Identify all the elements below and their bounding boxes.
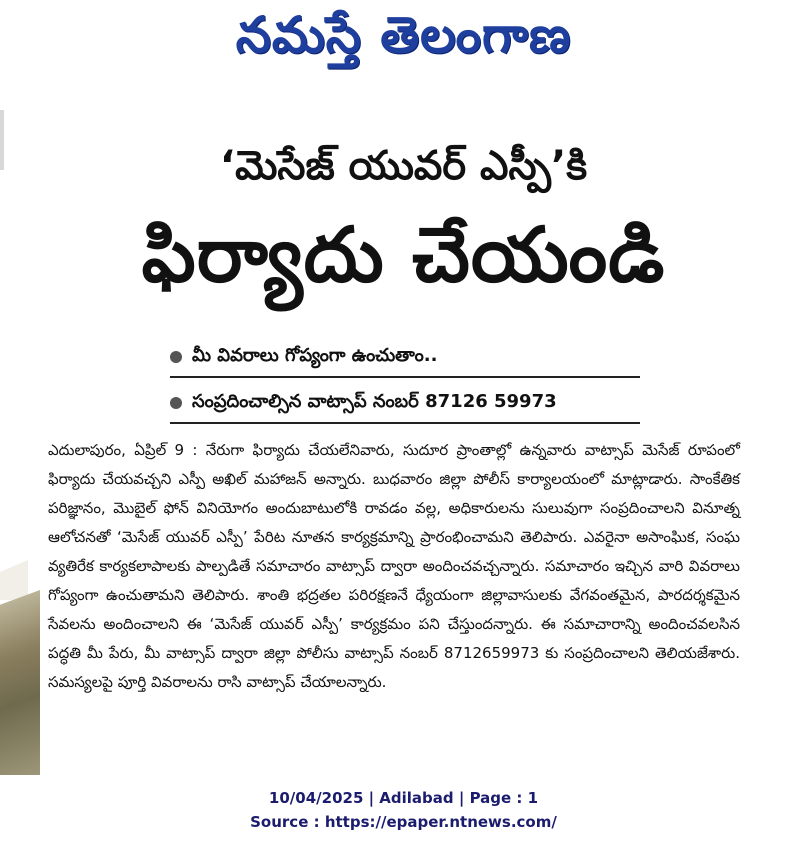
bullet-text: మీ వివరాలు గోప్యంగా ఉంచుతాం.. (192, 344, 438, 366)
bullet-item (170, 340, 640, 374)
bullet-item (170, 386, 640, 420)
divider (170, 422, 640, 424)
bullet-dot-icon (170, 351, 182, 363)
photo-border (0, 560, 28, 600)
edition-info: 10/04/2025 | Adilabad | Page : 1 (268, 789, 539, 807)
article-paragraph: ఎదులాపురం, ఏప్రిల్ 9 : నేరుగా ఫిర్యాదు చేయలేనివారు, సుదూర ప్రాంతాల్లో ఉన్నవారు వాట్సాప్ మెసేజ్ రూపంలో ఫిర్యాదు చేయవచ్చని ఎస్పీ అఖిల్ మహాజన్ అన్నారు. బుధవారం జిల్లా పోలీస్ కార్యాలయంలో మాట్లాడారు. సాంకేతిక పరిజ్ఞానం, మొబైల్ ఫోన్ వినియోగం అందుబాటులోకి రావడం వల్ల, అధికారులను సులువుగా సంప్రదించాలని వినూత్న ఆలోచనతో ‘మెసేజ్ యువర్ ఎస్పీ’ పేరిట నూతన కార్యక్రమాన్ని ప్రారంభించామని తెలిపారు. ఎవరైనా అసాంఘిక, సంఘ వ్యతిరేక కార్యకలాపాలకు పాల్పడితే సమాచారం వాట్సాప్ ద్వారా అందించవచ్చన్నారు. సమాచారం ఇచ్చిన వారి వివరాలు గోప్యంగా ఉంచుతామని తెలిపారు. శాంతి భద్రతల పరిరక్షణనే ధ్యేయంగా జిల్లావాసులకు వేగవంతమైన, పారదర్శకమైన సేవలను అందించాలని ఈ ‘మెసేజ్ యువర్ ఎస్పీ’ కార్యక్రమం పని చేస్తుందన్నారు. ఈ సమాచారాన్ని అందించవలసిన పద్ధతి మీ పేరు, మీ వాట్సాప్ ద్వారా జిల్లా పోలీసు వాట్సాప్ నంబర్ 8712659973 కు సంప్రదించాలని తెలియజేశారు. సమస్యలపై పూర్తి వివరాలను రాసి వాట్సాప్ చేయాలన్నారు. (48, 441, 740, 691)
article-body (48, 436, 740, 697)
footer (0, 786, 807, 834)
highlight-bullets (170, 340, 640, 432)
newspaper-logo: నమస్తే తెలంగాణ (235, 5, 572, 64)
masthead (0, 6, 807, 76)
bullet-text: సంప్రదించాల్సిన వాట్సాప్ నంబర్ 87126 59973 (192, 390, 557, 412)
article-headline: ఫిర్యాదు చేయండి (141, 210, 666, 299)
article-kicker: ‘మెసేజ్ యువర్ ఎస్పీ’కి (219, 143, 588, 189)
divider (170, 376, 640, 378)
bullet-dot-icon (170, 397, 182, 409)
source-link[interactable]: Source : https://epaper.ntnews.com/ (250, 813, 557, 831)
adjacent-photo-fragment (0, 590, 40, 775)
